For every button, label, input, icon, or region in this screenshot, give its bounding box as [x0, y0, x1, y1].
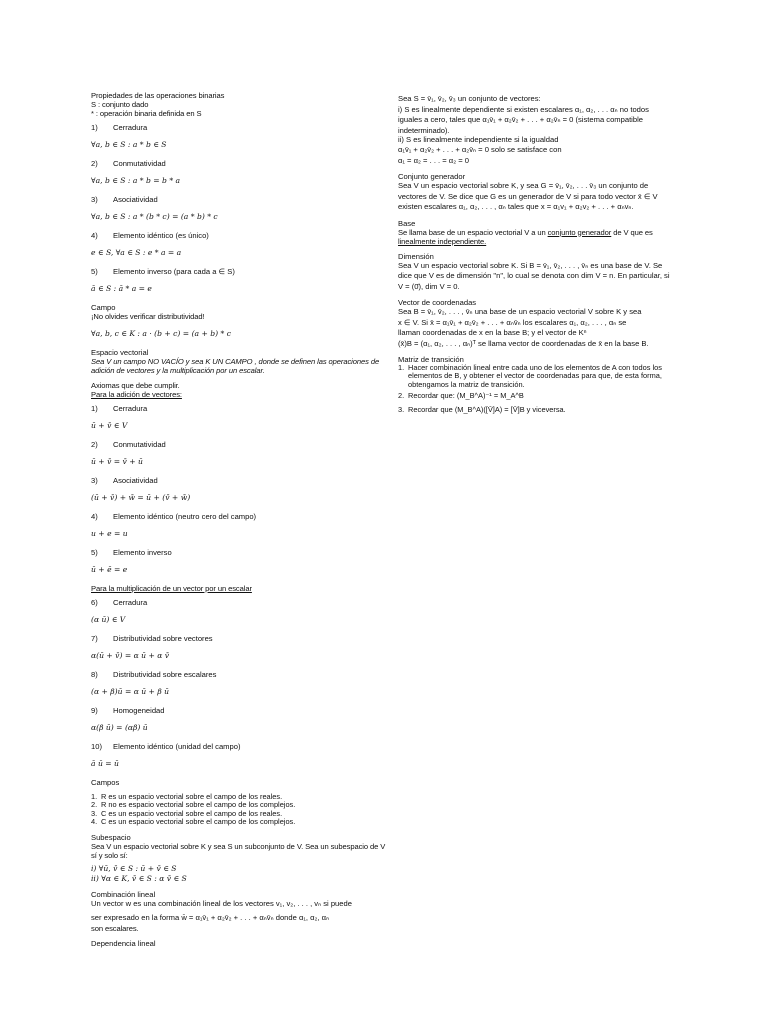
dimension-line: V = (0̄), dim V = 0. [398, 281, 460, 291]
axiom-formula: (α ū) ∈ V [91, 615, 126, 624]
axiom-item: 1) Cerradura [91, 404, 148, 413]
coordinates-line: Sea B = v̄₁, v̄₂, . . . , v̄ₙ una base de un espacio vectorial V sobre K y sea [398, 307, 642, 316]
axiom-item: 7) Distributividad sobre vectores [91, 634, 213, 643]
linear-dependence-title: Dependencia lineal [91, 938, 156, 948]
list-item: 3. C es un espacio vectorial sobre el campo de los reales. [91, 808, 283, 818]
axiom-formula: ā ū = ū [91, 759, 119, 768]
property-formula: e ∈ S, ∀a ∈ S : e * a = a [91, 248, 182, 257]
axiom-item: 10) Elemento idéntico (unidad del campo) [91, 742, 241, 751]
linear-combination-line-1: Un vector w es una combinación lineal de los vectores v₁, v₂, . . . , vₙ si puede [91, 898, 352, 908]
subspace-condition-1: i) ∀ū, v̄ ∈ S : ū + v̄ ∈ S [91, 863, 177, 873]
dependence-line: ii) S es linealmente independiente si la igualdad [398, 134, 559, 144]
property-formula: ∀a, b ∈ S : a * b ∈ S [91, 140, 167, 149]
subspace-desc: Sea V un espacio vectorial sobre K y sea S un subconjunto de V. Sea un subespacio de V sí y solo sí: [91, 841, 386, 860]
axiom-item: 6) Cerradura [91, 598, 148, 607]
vector-space-title: Espacio vectorial [91, 348, 149, 357]
operation-def: * : operación binaria definida en S [91, 109, 202, 118]
property-formula: ā ∈ S : ā * a = e [91, 284, 152, 293]
axioms-title: Axiomas que debe cumplir. [91, 381, 180, 390]
generator-line: existen escalares α₁, α₂, . . . , αₙ tales que x = α₁v₁ + α₂v₂ + . . . + αₙvₙ. [398, 202, 634, 211]
list-item: 4. C es un espacio vectorial sobre el campo de los complejos. [91, 817, 296, 827]
linear-combination-title: Combinación lineal [91, 889, 156, 899]
dependence-line: α₁v̄₁ + α₂v̄₂ + . . . + α₂v̄ₙ = 0 solo se satisface con [398, 145, 562, 154]
campo-note: ¡No olvides verificar distributividad! [91, 312, 205, 321]
property-item: 4) Elemento idéntico (es único) [91, 231, 209, 240]
dependence-line: indeterminado). [398, 125, 450, 135]
subspace-condition-2: ii) ∀α ∈ K, v̄ ∈ S : α v̄ ∈ S [91, 873, 187, 883]
subspace-title: Subespacio [91, 832, 131, 842]
axiom-formula: u + e = u [91, 529, 128, 538]
coordinates-title: Vector de coordenadas [398, 298, 477, 307]
transition-matrix-list [398, 364, 698, 414]
axiom-formula: ū + v̄ ∈ V [91, 421, 128, 430]
axiom-formula: (ū + v̄) + w̄ = ū + (v̄ + w̄) [91, 493, 191, 502]
property-item: 1) Cerradura [91, 123, 148, 132]
axiom-formula: α(β ū) = (αβ) ū [91, 723, 148, 732]
generator-title: Conjunto generador [398, 172, 466, 181]
dependence-line: Sea S = v̄₁, v̄₂, v̄₃ un conjunto de vectores: [398, 94, 541, 103]
dimension-line: dice que V es de dimensión "n", lo cual se denota con dim V = n. En particular, si [398, 271, 670, 280]
campos-title: Campos [91, 778, 120, 787]
axiom-formula: ū + ē = e [91, 565, 128, 574]
generator-line: vectores de V. Se dice que G es un generador de V si para todo vector x̄ ∈ V [398, 191, 658, 201]
base-title: Base [398, 218, 416, 228]
axiom-formula: (α + β)ū = α ū + β ū [91, 687, 170, 696]
list-item: 1. R es un espacio vectorial sobre el campo de los reales. [91, 792, 283, 801]
axioms-addition-list [91, 404, 391, 575]
generator-line: Sea V un espacio vectorial sobre K, y sea G = v̄₁, v̄₂, . . . v̄₃ un conjunto de [398, 181, 649, 190]
base-line-2: linealmente independiente. [398, 236, 487, 246]
list-item: 2. R no es espacio vectorial sobre el campo de los complejos. [91, 800, 296, 810]
axiom-item: 4) Elemento idéntico (neutro cero del campo) [91, 512, 257, 521]
set-def: S : conjunto dado [91, 100, 149, 109]
axioms-multiplication-title: Para la multiplicación de un vector por un escalar [91, 584, 252, 593]
axiom-item: 5) Elemento inverso [91, 548, 172, 557]
properties-list [91, 123, 391, 294]
list-item: 1. Hacer combinación lineal entre cada uno de los elementos de A con todos los elementos de B, y obtener el vector de coordenadas para que, de esta forma, obtengamos la matriz de transición. [398, 363, 662, 389]
transition-matrix-title: Matriz de transición [398, 355, 464, 364]
right-column [398, 94, 698, 414]
dependence-line: α₁ = α₂ = . . . = α₂ = 0 [398, 155, 470, 165]
axiom-item: 9) Homogeneidad [91, 706, 165, 715]
axiom-item: 2) Conmutatividad [91, 440, 166, 449]
coordinates-line: (x̄)B = (α₁, α₂, . . . , αₙ)ᵀ se llama vector de coordenadas de x̄ en la base B. [398, 338, 649, 348]
vector-space-desc: Sea V un campo NO VACÍO y sea K UN CAMPO , donde se definen las operaciones de adición de vectores y la multiplicación por un escalar. [91, 357, 380, 375]
axiom-item: 8) Distributividad sobre escalares [91, 670, 217, 679]
coordinates-line: x ∈ V. Si x̄ = α₁v̄₁ + α₂v̄₂ + . . . + αₙv̄ₙ los escalares α₁, α₂, . . . , αₙ se [398, 317, 627, 327]
dimension-line: Sea V un espacio vectorial sobre K. Si B = v̄₁, v̄₂, . . . , v̄ₙ es una base de V. Se [398, 260, 663, 270]
list-item: 3. Recordar que (M_B^A)([V̄]A) = [V̄]B y viceversa. [398, 404, 566, 414]
property-item: 3) Asociatividad [91, 195, 158, 204]
campos-list [91, 793, 391, 827]
binary-ops-title: Propiedades de las operaciones binarias [91, 91, 225, 100]
property-formula: ∀a, b ∈ S : a * (b * c) = (a * b) * c [91, 212, 218, 221]
campo-title: Campo [91, 303, 116, 312]
linear-combination-line-3: son escalares. [91, 923, 139, 933]
linear-combination-line-2: ser expresado en la forma w̄ = α₁v̄₁ + α₂v̄₂ + . . . + αₙv̄ₙ donde α₁, α₂, αₙ [91, 913, 330, 923]
dependence-line: i) S es linealmente dependiente si existen escalares α₁, α₂, . . . αₙ no todos [398, 104, 649, 114]
axiom-formula: α(ū + v̄) = α ū + α v̄ [91, 651, 170, 660]
base-line-1: Se llama base de un espacio vectorial V a un conjunto generador de V que es [398, 227, 653, 237]
left-column [91, 91, 391, 948]
axioms-addition-title: Para la adición de vectores: [91, 390, 182, 399]
coordinates-line: llaman coordenadas de x en la base B; y el vector de Kⁿ [398, 328, 587, 337]
campo-formula: ∀a, b, c ∈ K : a · (b + c) = (a + b) * c [91, 329, 231, 338]
dimension-title: Dimensión [398, 251, 434, 261]
axioms-multiplication-list [91, 598, 391, 769]
property-formula: ∀a, b ∈ S : a * b = b * a [91, 176, 181, 185]
dependence-line: iguales a cero, tales que α₁v̄₁ + α₂v̄₂ + . . . + α₂v̄ₙ = 0 (sistema compatible [398, 115, 644, 124]
list-item: 2. Recordar que: (M_B^A)⁻¹ = M_A^B [398, 391, 524, 401]
axiom-formula: ū + v̄ = v̄ + ū [91, 457, 143, 466]
axiom-item: 3) Asociatividad [91, 476, 158, 485]
property-item: 2) Conmutatividad [91, 159, 166, 168]
property-item: 5) Elemento inverso (para cada a ∈ S) [91, 267, 235, 276]
